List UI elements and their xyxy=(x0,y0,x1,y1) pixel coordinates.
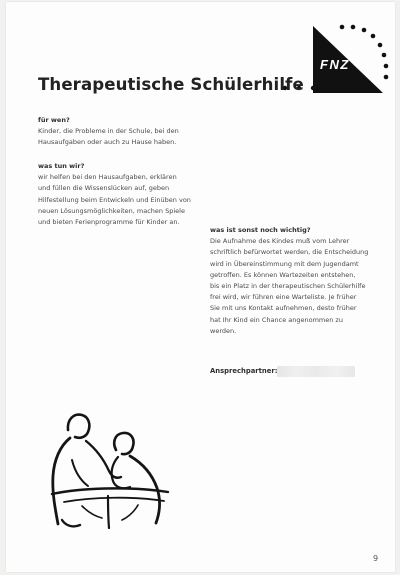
body-line: Hausaufgaben oder auch zu Hause haben. xyxy=(38,138,177,147)
body-line: und füllen die Wissenslücken auf, geben xyxy=(38,184,170,193)
two-people-at-table-illustration xyxy=(42,408,174,532)
section-for-whom xyxy=(38,115,179,149)
body-line: schriftlich befürwortet werden, die Entscheidung xyxy=(210,248,369,257)
body-line: Sie mit uns Kontakt aufnehmen, desto früher xyxy=(210,304,357,313)
body-line: getroffen. Es können Wartezeiten entstehen, xyxy=(210,270,356,279)
section-heading: was tun wir? xyxy=(38,162,85,170)
body-line: wir helfen bei den Hausaufgaben, erklären xyxy=(38,173,177,182)
body-line: hat Ihr Kind ein Chance angenommen zu xyxy=(210,315,343,324)
fnz-logo xyxy=(313,23,395,97)
page-title: Therapeutische Schülerhilfe xyxy=(38,75,304,94)
body-line: und bieten Ferienprogramme für Kinder an. xyxy=(38,218,180,227)
section-heading: für wen? xyxy=(38,116,70,124)
contact-label: Ansprechpartner: xyxy=(210,367,278,375)
body-line: frei wird, wir führen eine Warteliste. Je früher xyxy=(210,293,357,302)
body-line: Die Aufnahme des Kindes muß vom Lehrer xyxy=(210,237,350,246)
body-line: werden. xyxy=(210,326,237,335)
brochure-page xyxy=(6,2,395,572)
section-what-we-do xyxy=(38,161,191,228)
redacted-contact-name xyxy=(277,366,355,377)
body-line: neuen Lösungsmöglichkeiten, machen Spiele xyxy=(38,206,185,215)
section-important xyxy=(210,225,368,337)
logo-text: FNZ xyxy=(320,57,350,72)
page-number: 9 xyxy=(373,554,379,563)
body-line: Kinder, die Probleme in der Schule, bei den xyxy=(38,127,179,136)
body-line: wird in Übereinstimmung mit dem Jugendamt xyxy=(210,259,359,268)
section-heading: was ist sonst noch wichtig? xyxy=(210,226,311,234)
body-line: Hilfestellung beim Entwickeln und Einüben von xyxy=(38,195,191,204)
body-line: bis ein Platz in der therapeutischen Schülerhilfe xyxy=(210,282,366,291)
